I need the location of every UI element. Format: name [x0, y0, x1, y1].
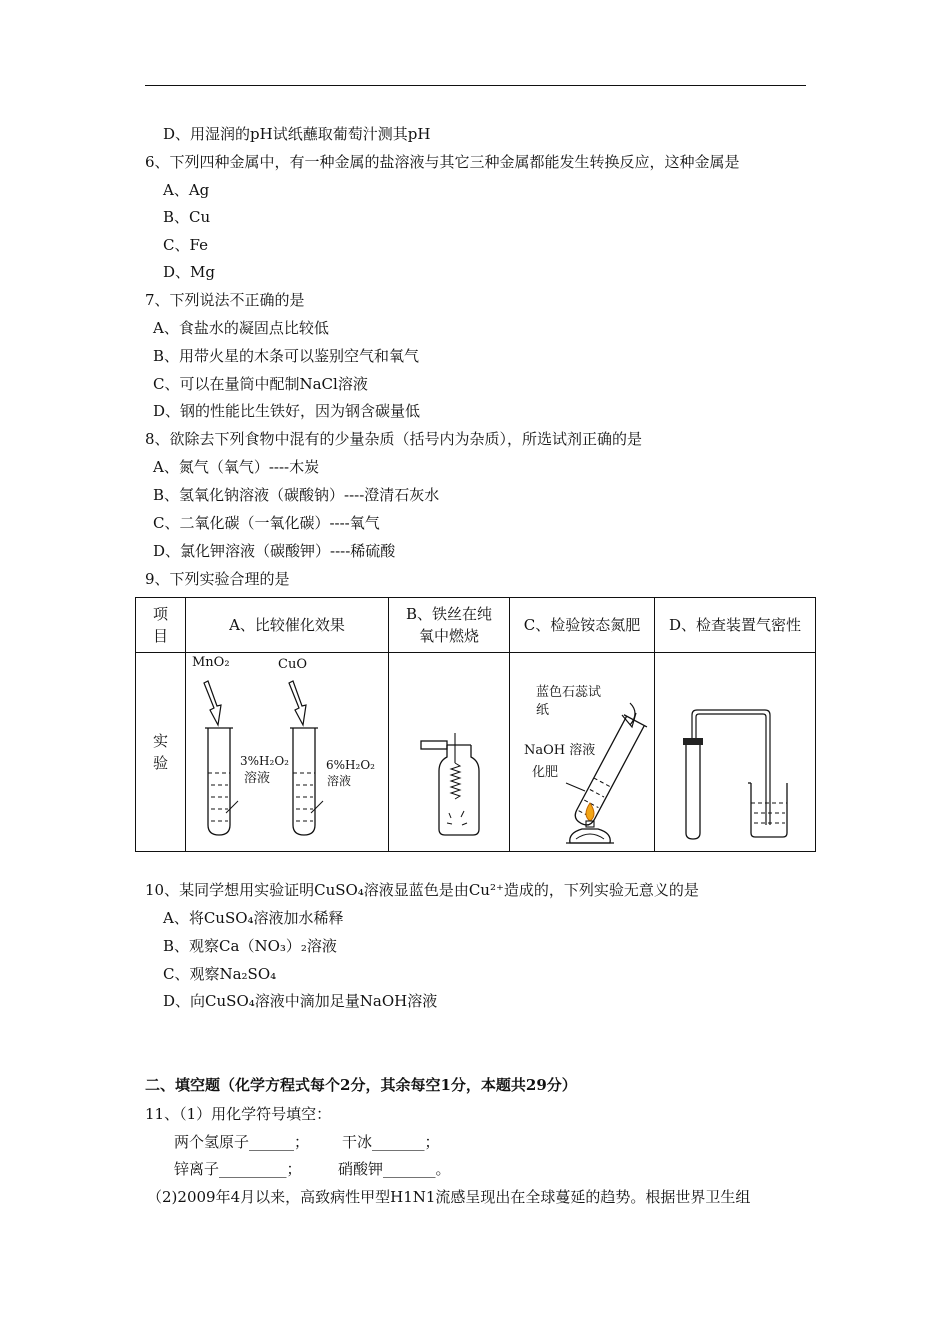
label-cuo: CuO	[278, 657, 307, 672]
section2-title: 二、填空题（化学方程式每个2分，其余每空1分，本题共29分）	[145, 1076, 577, 1094]
q7-option-d: D、钢的性能比生铁好，因为钢含碳量低	[153, 402, 421, 420]
q9-cell-b	[389, 653, 510, 852]
q11-blank-dry-ice: 干冰_______；	[342, 1133, 440, 1151]
q11-part2: （2)2009年4月以来，高致病性甲型H1N1流感呈现出在全球蔓延的趋势。根据世界卫生组	[147, 1188, 751, 1206]
q7-option-a: A、食盐水的凝固点比较低	[153, 319, 329, 337]
q6-stem: 6、下列四种金属中，有一种金属的盐溶液与其它三种金属都能发生转换反应，这种金属是	[145, 153, 740, 171]
label-mno2: MnO₂	[192, 655, 230, 670]
q8-option-b: B、氢氧化钠溶液（碳酸钠）----澄清石灰水	[153, 486, 440, 504]
q9-header-d: D、检查装置气密性	[655, 598, 816, 653]
iron-wire-combustion-diagram	[389, 653, 510, 851]
q9-header-item: 项 目	[136, 598, 186, 653]
q6-option-c: C、Fe	[163, 236, 208, 254]
q7-stem: 7、下列说法不正确的是	[145, 291, 305, 309]
q8-option-c: C、二氧化碳（一氧化碳）----氧气	[153, 514, 380, 532]
label-left-solution: 3%H₂O₂	[240, 754, 289, 768]
label-right-solution: 6%H₂O₂	[326, 758, 375, 772]
q9-cell-c	[510, 653, 655, 852]
q9-experiment-table	[135, 597, 816, 852]
q8-stem: 8、欲除去下列食物中混有的少量杂质（括号内为杂质），所选试剂正确的是	[145, 430, 643, 448]
label-naoh-solution: NaOH 溶液	[524, 743, 596, 758]
q9-cell-a	[186, 653, 389, 852]
label-litmus-paper: 蓝色石蕊试	[536, 685, 602, 700]
q9-header-c: C、检验铵态氮肥	[510, 598, 655, 653]
label-fertilizer: 化肥	[532, 765, 559, 780]
q10-option-a: A、将CuSO₄溶液加水稀释	[163, 909, 344, 927]
q9-row-label: 实 验	[136, 653, 186, 852]
q6-option-a: A、Ag	[163, 181, 210, 199]
q9-header-b: B、铁丝在纯 氧中燃烧	[389, 598, 510, 653]
airtightness-check-diagram	[655, 653, 816, 851]
label-left-solution-2: 溶液	[244, 771, 271, 786]
catalyst-comparison-diagram	[186, 653, 389, 851]
q9-stem: 9、下列实验合理的是	[145, 570, 290, 588]
q10-option-c: C、观察Na₂SO₄	[163, 965, 277, 983]
q11-blank-potassium-nitrate: 硝酸钾_______。	[338, 1160, 451, 1178]
label-right-solution-2: 溶液	[327, 774, 352, 788]
q11-blank-hydrogen: 两个氢原子______；	[174, 1133, 310, 1151]
q5-option-d: D、用湿润的pH试纸蘸取葡萄汁测其pH	[163, 125, 431, 143]
q11-stem: 11、（1）用化学符号填空：	[145, 1105, 332, 1123]
q8-option-d: D、氯化钾溶液（碳酸钾）----稀硫酸	[153, 542, 396, 560]
q10-stem: 10、某同学想用实验证明CuSO₄溶液显蓝色是由Cu²⁺造成的，下列实验无意义的是	[145, 881, 699, 899]
q7-option-c: C、可以在量筒中配制NaCl溶液	[153, 375, 368, 393]
label-litmus-paper-2: 纸	[536, 703, 550, 718]
q9-cell-d	[655, 653, 816, 852]
q11-blank-zinc-ion: 锌离子_________；	[174, 1160, 302, 1178]
header-rule	[145, 85, 806, 86]
q7-option-b: B、用带火星的木条可以鉴别空气和氧气	[153, 347, 420, 365]
q6-option-d: D、Mg	[163, 263, 215, 281]
q10-option-d: D、向CuSO₄溶液中滴加足量NaOH溶液	[163, 992, 438, 1010]
q10-option-b: B、观察Ca（NO₃）₂溶液	[163, 937, 337, 955]
q6-option-b: B、Cu	[163, 208, 211, 226]
q9-header-a: A、比较催化效果	[186, 598, 389, 653]
q8-option-a: A、氮气（氧气）----木炭	[153, 458, 320, 476]
